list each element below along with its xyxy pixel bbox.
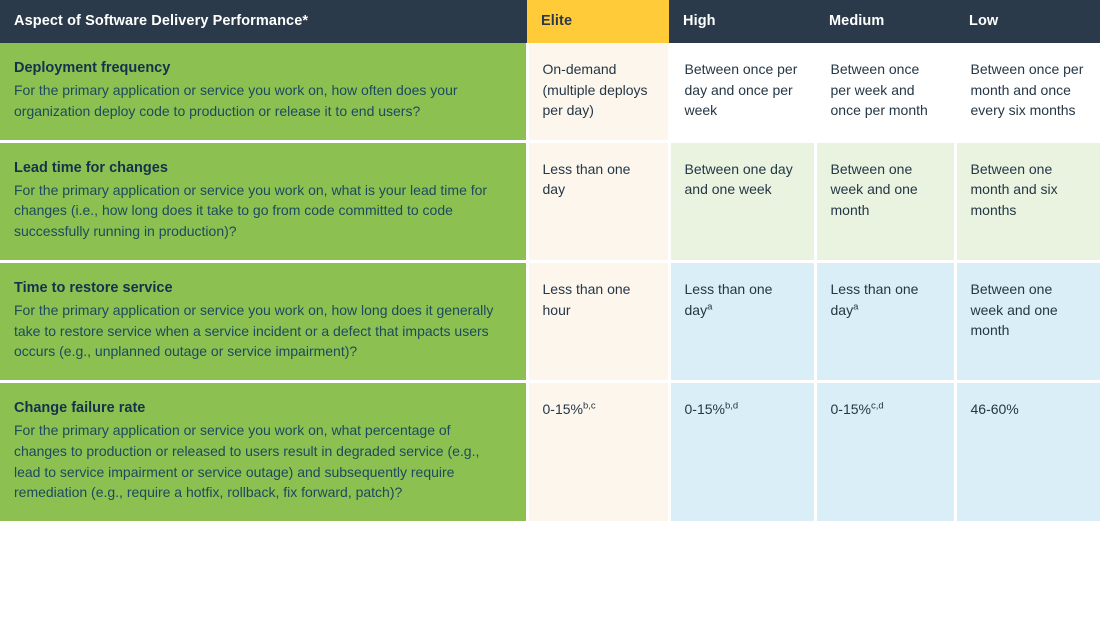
medium-value-cell bbox=[815, 382, 955, 522]
footnote-marker: a bbox=[853, 300, 859, 312]
footnote-marker: b,c bbox=[582, 400, 596, 412]
value-text: Less than one day bbox=[684, 280, 773, 318]
aspect-cell bbox=[0, 261, 527, 381]
low-value-cell: Between once per month and once every six months bbox=[955, 43, 1100, 141]
table-row bbox=[0, 141, 1100, 261]
column-header-aspect: Aspect of Software Delivery Performance* bbox=[0, 0, 527, 43]
aspect-title: Lead time for changes bbox=[14, 159, 168, 176]
table-body bbox=[0, 43, 1100, 521]
aspect-cell bbox=[0, 43, 527, 141]
high-value-cell bbox=[669, 261, 815, 381]
column-header-medium: Medium bbox=[815, 0, 955, 43]
value-text: 0-15% bbox=[830, 401, 871, 418]
high-value-cell: Between once per day and once per week bbox=[669, 43, 815, 141]
table-row bbox=[0, 382, 1100, 522]
medium-value-cell: Between once per week and once per month bbox=[815, 43, 955, 141]
value-text: 0-15% bbox=[684, 401, 725, 418]
high-value-cell: Between one day and one week bbox=[669, 141, 815, 261]
aspect-cell bbox=[0, 141, 527, 261]
value-text: 0-15% bbox=[542, 401, 583, 418]
table-header bbox=[0, 0, 1100, 43]
aspect-cell bbox=[0, 382, 527, 522]
table-row bbox=[0, 261, 1100, 381]
medium-value-cell bbox=[815, 261, 955, 381]
column-header-high: High bbox=[669, 0, 815, 43]
column-header-low: Low bbox=[955, 0, 1100, 43]
aspect-title: Time to restore service bbox=[14, 279, 173, 296]
footnote-marker: b,d bbox=[724, 400, 739, 412]
header-row bbox=[0, 0, 1100, 43]
medium-value-cell: Between one week and one month bbox=[815, 141, 955, 261]
aspect-title: Change failure rate bbox=[14, 400, 146, 417]
high-value-cell bbox=[669, 382, 815, 522]
footnote-marker: c,d bbox=[870, 400, 884, 412]
column-header-elite: Elite bbox=[527, 0, 669, 43]
elite-value-cell: Less than one hour bbox=[527, 261, 669, 381]
elite-value-cell: On-demand (multiple deploys per day) bbox=[527, 43, 669, 141]
value-text: Less than one day bbox=[830, 280, 919, 318]
aspect-title: Deployment frequency bbox=[14, 60, 171, 76]
aspect-description: For the primary application or service you work on, how often does your organization deploy code to production or release it to end users? bbox=[14, 82, 458, 119]
low-value-cell: 46-60% bbox=[955, 382, 1100, 522]
aspect-description: For the primary application or service you work on, how long does it generally take to restore service when a service incident or a defect that impacts users occurs (e.g., unplanned outage or service impairment)? bbox=[14, 301, 494, 360]
aspect-description: For the primary application or service you work on, what percentage of changes to production or released to users result in degraded service (e.g., lead to service impairment or service outage) and subsequently require remediation (e.g., require a hotfix, rollback, fix forward, patch)? bbox=[14, 422, 480, 501]
footnote-marker: a bbox=[707, 300, 713, 312]
elite-value-cell: Less than one day bbox=[527, 141, 669, 261]
table-row bbox=[0, 43, 1100, 141]
aspect-description: For the primary application or service you work on, what is your lead time for changes (i.e., how long does it take to go from code committed to code successfully running in production)? bbox=[14, 181, 488, 240]
low-value-cell: Between one week and one month bbox=[955, 261, 1100, 381]
elite-value-cell bbox=[527, 382, 669, 522]
low-value-cell: Between one month and six months bbox=[955, 141, 1100, 261]
